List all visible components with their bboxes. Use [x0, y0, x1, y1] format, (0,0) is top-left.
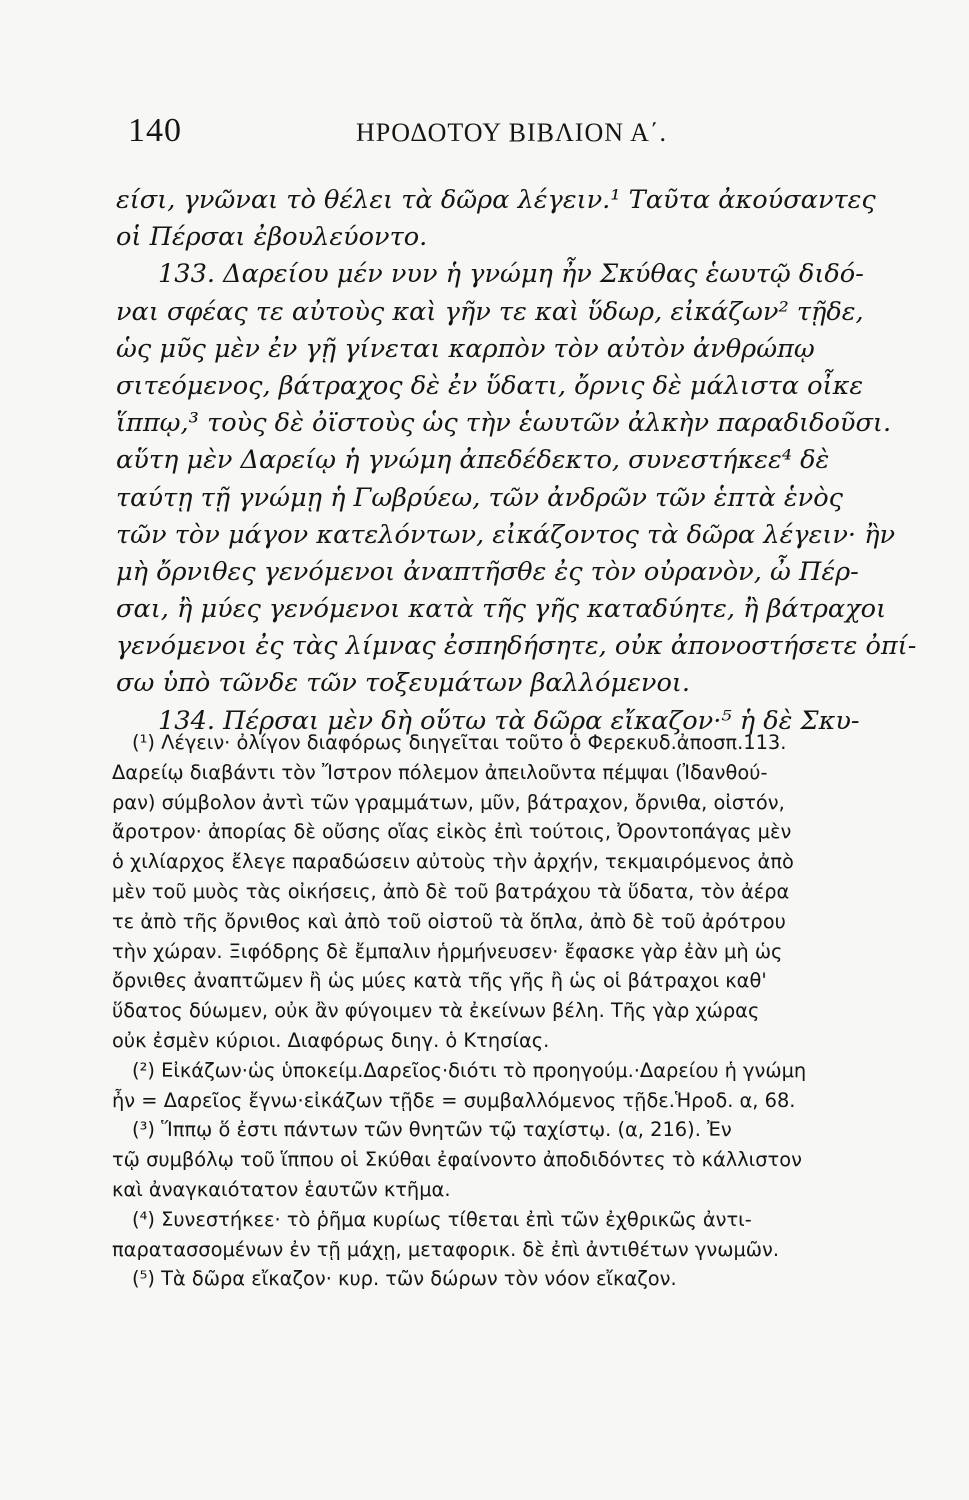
text-line: ὡς μῦς μὲν ἐν γῇ γίνεται καρπὸν τὸν αὐτὸν ἀνθρώπῳ	[116, 333, 815, 364]
footnotes	[112, 728, 950, 1294]
text-line: σω ὑπὸ τῶνδε τῶν τοξευμάτων βαλλόμενοι.	[116, 668, 691, 699]
footnote-line: μὲν τοῦ μυὸς τὰς οἰκήσεις, ἀπὸ δὲ τοῦ βατράχου τὰ ὕδατα, τὸν ἀέρα	[112, 879, 790, 903]
text-line: ναι σφέας τε αὐτοὺς καὶ γῆν τε καὶ ὕδωρ, εἰκάζων² τῇδε,	[116, 296, 864, 327]
main-text	[116, 182, 948, 740]
footnote-line: τὴν χώραν. Ξιφόδρης δὲ ἔμπαλιν ἡρμήνευσεν· ἔφασκε γὰρ ἐὰν μὴ ὡς	[112, 939, 783, 963]
text-line: αὕτη μὲν Δαρείῳ ἡ γνώμη ἀπεδέδεκτο, συνεστήκεε⁴ δὲ	[116, 445, 830, 476]
footnote-line: παρατασσομένων ἐν τῇ μάχῃ, μεταφορικ. δὲ ἐπὶ ἀντιθέτων γνωμῶν.	[112, 1237, 780, 1261]
running-title: ΗΡΟΔΟΤΟΥ ΒΙΒΛΙΟΝ Α΄.	[356, 118, 668, 147]
footnote-4-start: (⁴) Συνεστήκεε· τὸ ῥῆμα κυρίως τίθεται ἐπὶ τῶν ἐχθρικῶς ἀντι-	[132, 1207, 752, 1231]
page-header	[128, 112, 868, 152]
page-number: 140	[128, 112, 182, 149]
text-line: γενόμενοι ἐς τὰς λίμνας ἐσπηδήσητε, οὐκ ἀπονοστήσετε ὀπί-	[116, 631, 917, 662]
footnote-5-start: (⁵) Τὰ δῶρα εἴκαζον· κυρ. τῶν δώρων τὸν νόον εἴκαζον.	[132, 1267, 677, 1291]
footnote-line: καὶ ἀναγκαιότατον ἑαυτῶν κτῆμα.	[112, 1177, 451, 1201]
text-line: ταύτῃ τῇ γνώμῃ ἡ Γωβρύεω, τῶν ἀνδρῶν τῶν ἑπτὰ ἑνὸς	[116, 482, 843, 513]
footnote-line: ἄροτρον· ἀπορίας δὲ οὔσης οἵας εἰκὸς ἐπὶ τούτοις, Ὀροντοπάγας μὲν	[112, 820, 792, 844]
footnote-line: ραν) σύμβολον ἀντὶ τῶν γραμμάτων, μῦν, βάτραχον, ὄρνιθα, οἰστόν,	[112, 790, 785, 814]
footnote-line: ὕδατος δύωμεν, οὐκ ἂν φύγοιμεν τὰ ἐκείνων βέλη. Τῆς γὰρ χώρας	[112, 999, 760, 1023]
footnote-line: ἦν = Δαρεῖος ἔγνω·εἰκάζων τῇδε = συμβαλλόμενος τῇδε.Ἡροδ. α, 68.	[112, 1088, 796, 1112]
footnote-line: τε ἀπὸ τῆς ὄρνιθος καὶ ἀπὸ τοῦ οἰστοῦ τὰ ὅπλα, ἀπὸ δὲ τοῦ ἀρότρου	[112, 909, 786, 933]
text-line: οἱ Πέρσαι ἐβουλεύοντο.	[116, 222, 428, 253]
section-134-start: 134. Πέρσαι μὲν δὴ οὕτω τὰ δῶρα εἴκαζον·⁵ ἡ δὲ Σκυ-	[158, 705, 860, 736]
footnote-line: τῷ συμβόλῳ τοῦ ἵππου οἱ Σκύθαι ἐφαίνοντο ἀποδιδόντες τὸ κάλλιστον	[112, 1148, 802, 1172]
footnote-line: ὁ χιλίαρχος ἔλεγε παραδώσειν αὐτοὺς τὴν ἀρχήν, τεκμαιρόμενος ἀπὸ	[112, 850, 794, 874]
text-line: σαι, ἢ μύες γενόμενοι κατὰ τῆς γῆς καταδύητε, ἢ βάτραχοι	[116, 594, 887, 625]
text-line: είσι, γνῶναι τὸ θέλει τὰ δῶρα λέγειν.¹ Ταῦτα ἀκούσαντες	[116, 185, 876, 215]
footnote-line: οὐκ ἐσμὲν κύριοι. Διαφόρως διηγ. ὁ Κτησίας.	[112, 1028, 550, 1052]
footnote-line: ὄρνιθες ἀναπτῶμεν ἢ ὡς μύες κατὰ τῆς γῆς ἢ ὡς οἱ βάτραχοι καθ'	[112, 969, 767, 993]
footnote-2-start: (²) Εἰκάζων·ὡς ὑποκείμ.Δαρεῖος·διότι τὸ προηγούμ.·Δαρείου ἡ γνώμη	[132, 1058, 807, 1082]
text-line: σιτεόμενος, βάτραχος δὲ ἐν ὕδατι, ὄρνις δὲ μάλιστα οἶκε	[116, 370, 864, 401]
footnote-1-start: (¹) Λέγειν· ὀλίγον διαφόρως διηγεῖται τοῦτο ὁ Φερεκυδ.ἀποσπ.113.	[132, 731, 787, 754]
text-line: τῶν τὸν μάγον κατελόντων, εἰκάζοντος τὰ δῶρα λέγειν· ἢν	[116, 519, 896, 550]
text-line: ἵππῳ,³ τοὺς δὲ ὀϊστοὺς ὡς τὴν ἑωυτῶν ἀλκὴν παραδιδοῦσι.	[116, 408, 892, 439]
section-133-start: 133. Δαρείου μέν νυν ἡ γνώμη ἦν Σκύθας ἑωυτῷ διδό-	[158, 259, 864, 290]
footnote-3-start: (³) Ἵππῳ ὅ ἐστι πάντων τῶν θνητῶν τῷ ταχίστῳ. (α, 216). Ἐν	[132, 1118, 732, 1142]
text-line: μὴ ὄρνιθες γενόμενοι ἀναπτῆσθε ἐς τὸν οὐρανὸν, ὦ Πέρ-	[116, 556, 859, 587]
footnote-line: Δαρείῳ διαβάντι τὸν Ἴστρον πόλεμον ἀπειλοῦντα πέμψαι (Ἰδανθού-	[112, 760, 768, 784]
